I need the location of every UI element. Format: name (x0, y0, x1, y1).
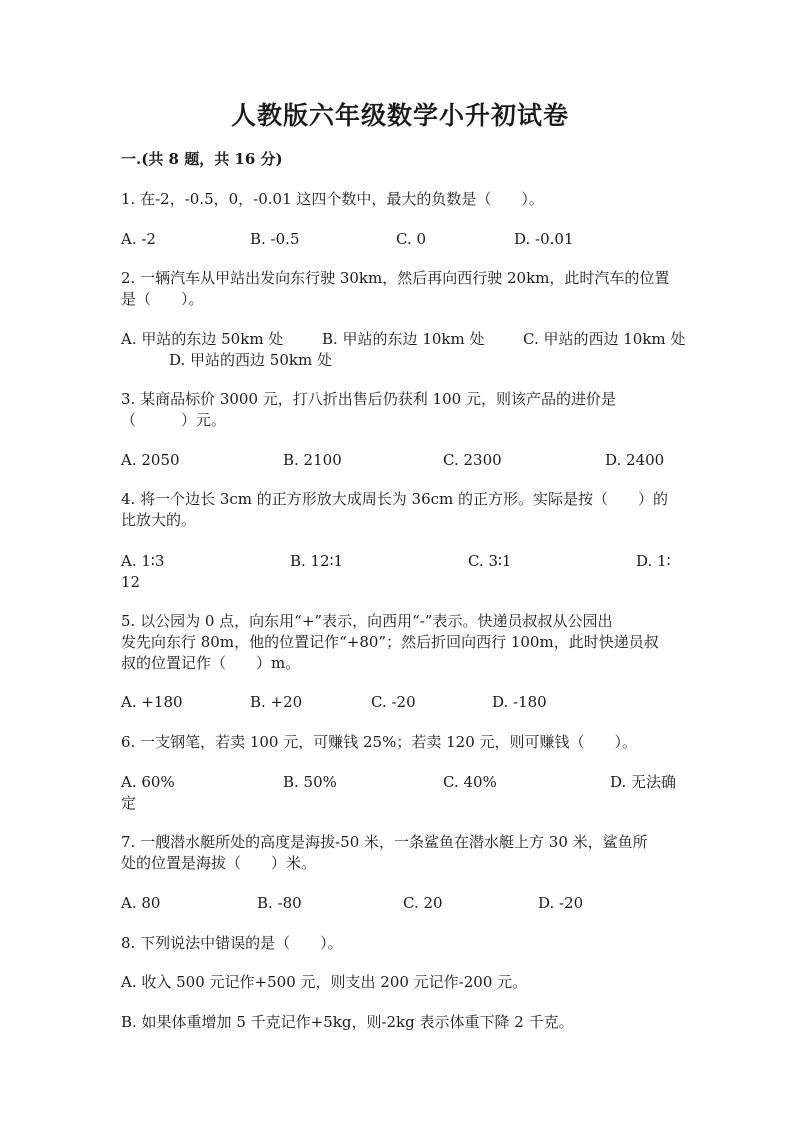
question-5-stem-line-3: 叔的位置记作（ ）m。 (121, 654, 301, 672)
question-6-option-d-wrap: 定 (121, 794, 137, 812)
question-7-stem-line-1: 7. 一艘潜水艇所处的高度是海拔-50 米，一条鲨鱼在潜水艇上方 30 米，鲨鱼所 (121, 833, 648, 851)
question-7-option-a: A. 80 (121, 894, 161, 912)
question-7-stem-line-2: 处的位置是海拔（ ）米。 (121, 854, 317, 872)
question-2-stem-line-1: 2. 一辆汽车从甲站出发向东行驶 30km，然后再向西行驶 20km，此时汽车的位置 (121, 269, 670, 287)
question-4-option-d-wrap: 12 (121, 573, 141, 591)
question-5-stem-line-1: 5. 以公园为 0 点，向东用“+”表示，向西用“-”表示。快递员叔叔从公园出 (121, 612, 613, 630)
question-5-option-a: A. +180 (121, 693, 183, 711)
question-7-option-c: C. 20 (403, 894, 443, 912)
question-2-stem-line-2: 是（ ）。 (121, 290, 204, 308)
question-1-option-c: C. 0 (396, 230, 427, 248)
question-4-option-b: B. 12∶1 (290, 552, 344, 570)
question-3-option-c: C. 2300 (443, 451, 502, 469)
question-2-option-b: B. 甲站的东边 10km 处 (322, 330, 485, 348)
question-4-stem-line-1: 4. 将一个边长 3cm 的正方形放大成周长为 36cm 的正方形。实际是按（ ）的 (121, 490, 669, 508)
question-8-option-a: A. 收入 500 元记作+500 元，则支出 200 元记作-200 元。 (121, 973, 528, 991)
page-title: 人教版六年级数学小升初试卷 (230, 101, 569, 130)
question-7-option-d: D. -20 (538, 894, 584, 912)
question-1-stem: 1. 在-2，-0.5，0，-0.01 这四个数中，最大的负数是（ ）。 (121, 190, 544, 208)
question-7-option-b: B. -80 (257, 894, 302, 912)
question-6-option-a: A. 60% (121, 773, 175, 791)
question-3-stem-line-2: （ ）元。 (121, 411, 227, 429)
question-3-option-a: A. 2050 (121, 451, 180, 469)
question-4-option-c: C. 3∶1 (468, 552, 512, 570)
question-8-option-b: B. 如果体重增加 5 千克记作+5kg，则-2kg 表示体重下降 2 千克。 (121, 1013, 574, 1031)
question-6-option-c: C. 40% (443, 773, 497, 791)
question-2-option-a: A. 甲站的东边 50km 处 (121, 330, 284, 348)
question-1-option-a: A. -2 (121, 230, 156, 248)
question-2-option-d: D. 甲站的西边 50km 处 (169, 351, 332, 369)
question-6-option-b: B. 50% (283, 773, 337, 791)
question-6-option-d: D. 无法确 (610, 773, 677, 791)
question-1-option-d: D. -0.01 (514, 230, 574, 248)
question-5-option-d: D. -180 (492, 693, 547, 711)
question-3-stem-line-1: 3. 某商品标价 3000 元，打八折出售后仍获利 100 元，则该产品的进价是 (121, 390, 616, 408)
question-4-stem-line-2: 比放大的。 (121, 511, 197, 529)
question-6-stem: 6. 一支钢笔，若卖 100 元，可赚钱 25%；若卖 120 元，则可赚钱（ ）。 (121, 733, 638, 751)
question-2-option-c: C. 甲站的西边 10km 处 (523, 330, 686, 348)
question-5-option-b: B. +20 (250, 693, 303, 711)
question-3-option-b: B. 2100 (283, 451, 342, 469)
question-5-stem-line-2: 发先向东行 80m，他的位置记作“+80”；然后折回向西行 100m，此时快递员叔 (121, 633, 659, 651)
question-4-option-a: A. 1∶3 (121, 552, 165, 570)
section-header: 一.(共 8 题，共 16 分) (121, 150, 283, 168)
question-8-stem: 8. 下列说法中错误的是（ ）。 (121, 934, 343, 952)
question-3-option-d: D. 2400 (605, 451, 665, 469)
question-5-option-c: C. -20 (371, 693, 416, 711)
question-1-option-b: B. -0.5 (250, 230, 300, 248)
question-4-option-d: D. 1∶ (636, 552, 671, 570)
